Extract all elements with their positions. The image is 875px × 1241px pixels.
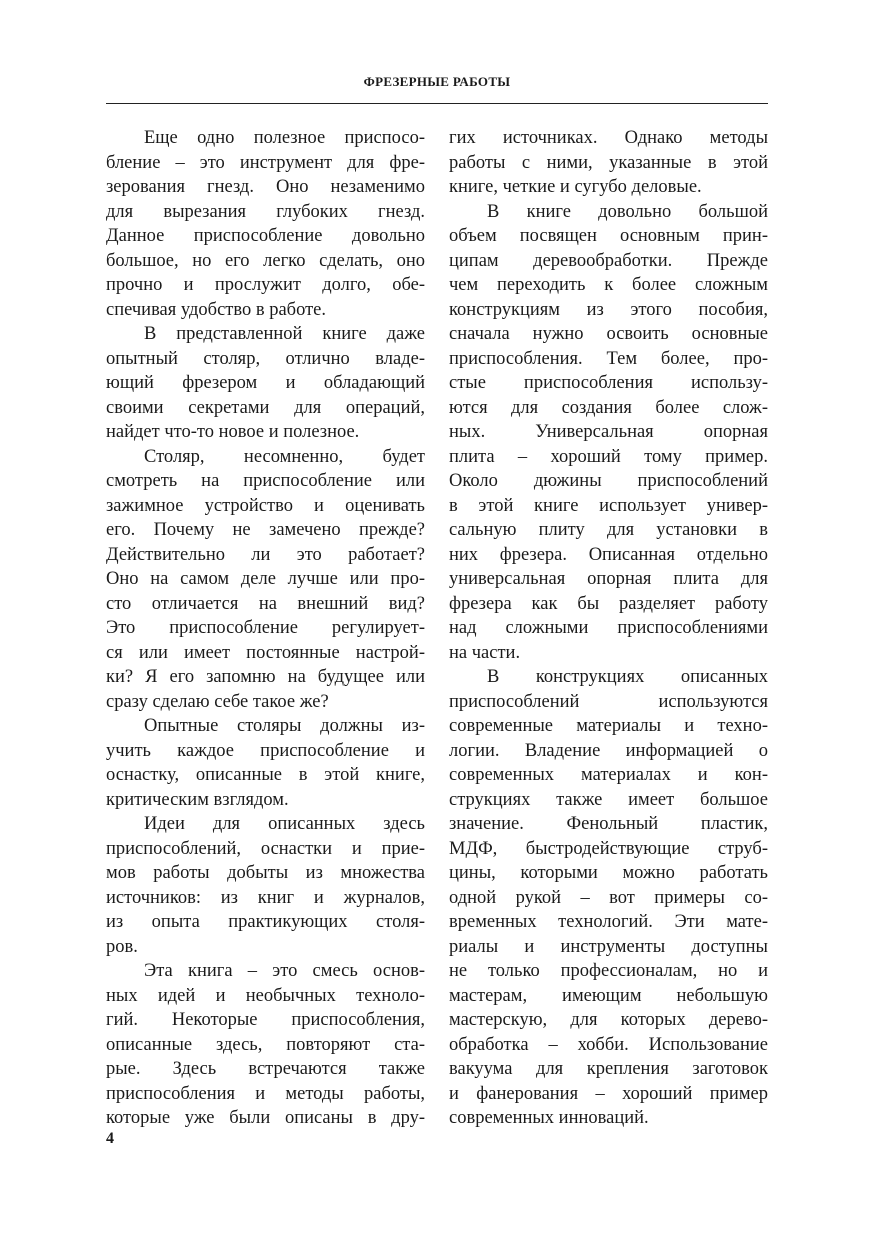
text-line: Действительно ли это работает? [106,544,425,565]
text-line: цины, которыми можно работать [449,863,768,883]
paragraph [106,445,425,715]
text-line: его. Почему не замечено прежде? [106,520,425,540]
text-line: гих источниках. Однако методы [449,128,768,148]
paragraph [106,959,425,1131]
text-line: вакуума для крепления заготовок [449,1059,768,1079]
text-line: сто отличается на внешний вид? [106,593,425,614]
text-line: струкциях также имеет большое [449,789,768,810]
text-line: плита – хороший тому пример. [449,446,768,467]
page-number: 4 [106,1130,114,1147]
text-line: одной рукой – вот примеры со- [449,887,768,908]
text-line: над сложными приспособлениями [449,618,768,638]
text-line: стые приспособления использу- [449,373,768,393]
paragraph [449,200,768,666]
text-line: Опытные столяры должны из- [144,716,425,736]
text-line: своими секретами для операций, [106,397,425,418]
text-line: смотреть на приспособление или [106,471,425,491]
paragraph [106,126,425,322]
text-line: современных инноваций. [449,1108,649,1128]
text-line: Оно на самом деле лучше или про- [106,569,425,589]
text-line: риалы и инструменты доступны [449,936,768,957]
text-line: В представленной книге даже [144,324,425,344]
text-line: В книге довольно большой [487,201,768,222]
text-line: ки? Я его запомню на будущее или [106,667,425,687]
text-line: критическим взглядом. [106,789,289,810]
text-line: ющий фрезером и обладающий [106,373,425,393]
running-header: ФРЕЗЕРНЫЕ РАБОТЫ [363,74,511,89]
text-line: из опыта практикующих столя- [106,912,425,932]
text-line: сначала нужно освоить основные [449,324,768,344]
text-line: логии. Владение информацией о [449,740,768,761]
text-line: чем переходить к более сложным [449,275,768,295]
text-line: них фрезера. Описанная отдельно [449,544,768,565]
text-line: оснастку, описанные в этой книге, [106,765,425,785]
paragraph [449,665,768,1131]
header-rule [106,103,768,104]
paragraph [449,126,768,200]
text-line: опытный столяр, отлично владе- [106,348,425,369]
text-line: гий. Некоторые приспособления, [106,1010,425,1030]
text-line: приспособления и методы работы, [106,1083,425,1104]
text-line: которые уже были описаны в дру- [106,1108,425,1128]
text-line: спечивая удобство в работе. [106,299,327,320]
paragraph [106,812,425,959]
text-line: мастерам, имеющим небольшую [449,985,768,1006]
text-line: Идеи для описанных здесь [144,814,425,834]
text-line: зажимное устройство и оценивать [106,495,425,516]
text-line: прочно и прослужит долго, обе- [106,275,425,295]
text-line: Это приспособление регулирует- [106,618,425,638]
text-line: значение. Фенольный пластик, [449,814,768,834]
text-line: Данное приспособление довольно [106,226,425,246]
text-line: конструкциям из этого пособия, [449,299,768,320]
text-line: в этой книге использует универ- [449,495,768,516]
text-line: рые. Здесь встречаются также [106,1059,425,1079]
text-line: В конструкциях описанных [487,667,768,687]
text-line: и фанерования – хороший пример [449,1083,768,1104]
text-line: найдет что-то новое и полезное. [106,422,360,442]
text-line: зерования гнезд. Оно незаменимо [106,177,425,197]
text-line: мастерскую, для которых дерево- [449,1010,768,1030]
text-line: обработка – хобби. Использование [449,1034,768,1055]
text-line: ципам деревообработки. Прежде [449,250,768,271]
text-line: для вырезания глубоких гнезд. [106,201,425,222]
text-line: Эта книга – это смесь основ- [144,961,425,981]
paragraph [106,714,425,812]
text-line: приспособлений, оснастки и прие- [106,838,425,859]
text-line: ся или имеет постоянные настрой- [106,642,425,663]
text-line: ются для создания более слож- [449,397,768,418]
text-line: на части. [449,642,521,663]
text-line: объем посвящен основным прин- [449,226,768,246]
text-line: современных материалах и кон- [449,765,768,785]
text-line: описанные здесь, повторяют ста- [106,1034,425,1055]
text-line: универсальная опорная плита для [449,569,768,589]
text-line: временных технологий. Эти мате- [449,912,768,932]
text-line: книге, четкие и сугубо деловые. [449,177,702,197]
right-column [449,126,768,1131]
text-line: приспособлений используются [449,691,768,712]
text-line: учить каждое приспособление и [106,740,425,761]
text-line: сальную плиту для установки в [449,520,768,540]
left-column [106,126,425,1131]
text-line: работы с ними, указанные в этой [449,152,768,173]
text-line: ных. Универсальная опорная [449,422,768,442]
text-line: не только профессионалам, но и [449,961,768,981]
text-line: фрезера как бы разделяет работу [449,593,768,614]
text-line: МДФ, быстродействующие струб- [449,838,768,859]
paragraph [106,322,425,445]
text-line: Еще одно полезное приспосо- [144,128,425,148]
text-line: бление – это инструмент для фре- [106,152,425,173]
text-line: приспособления. Тем более, про- [449,348,768,369]
text-line: ных идей и необычных техноло- [106,985,425,1006]
text-line: большое, но его легко сделать, оно [106,250,425,271]
text-line: источников: из книг и журналов, [106,887,425,908]
text-line: Столяр, несомненно, будет [144,446,425,467]
text-line: сразу сделаю себе такое же? [106,691,329,712]
text-line: Около дюжины приспособлений [449,471,768,491]
text-line: современные материалы и техно- [449,716,768,736]
text-line: мов работы добыты из множества [106,863,425,883]
text-line: ров. [106,936,138,957]
